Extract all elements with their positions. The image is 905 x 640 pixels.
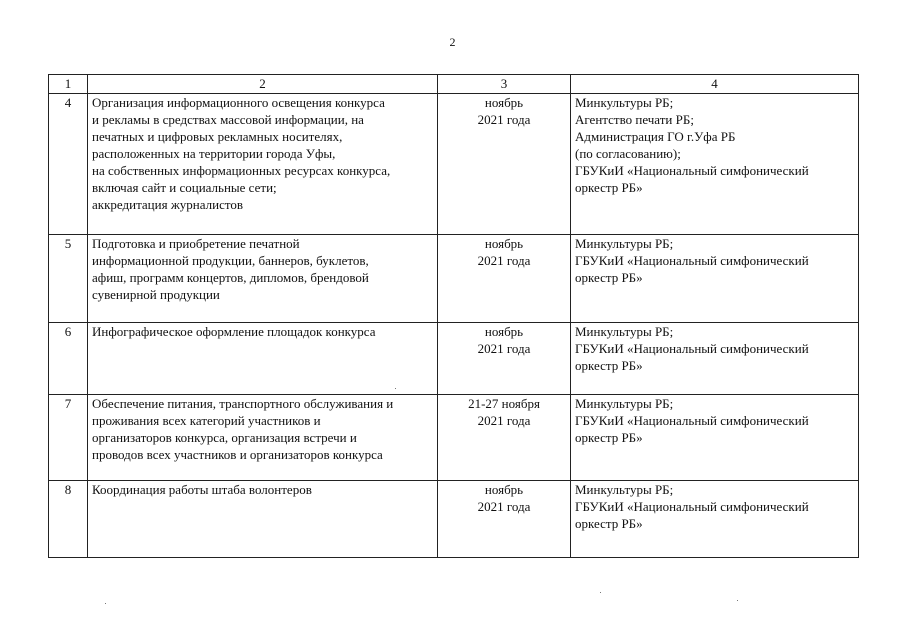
responsible-line: ГБУКиИ «Национальный симфонический [575,341,809,356]
responsible-line: Минкультуры РБ; [575,396,674,411]
header-cell-4: 4 [571,75,859,94]
date-cell [438,395,571,481]
responsible-cell [571,481,859,558]
page-number: 2 [449,35,456,49]
responsible-line: оркестр РБ» [575,270,643,285]
date-cell [438,94,571,235]
activity-line: на собственных информационных ресурсах конкурса, [92,163,391,178]
table-header-row [49,75,859,94]
scan-speck [600,592,601,593]
responsible-line: ГБУКиИ «Национальный симфонический [575,163,809,178]
activity-cell [88,94,438,235]
activity-line: Подготовка и приобретение печатной [92,236,300,251]
date-line: 2021 года [477,253,531,268]
scan-speck [737,600,738,601]
responsible-line: ГБУКиИ «Национальный симфонический [575,499,809,514]
responsible-line: оркестр РБ» [575,516,643,531]
activity-line: Организация информационного освещения конкурса [92,95,385,110]
row-number: 7 [49,395,88,481]
row-number: 5 [49,235,88,323]
events-table-body [49,75,859,558]
header-cell-2: 2 [88,75,438,94]
responsible-line: ГБУКиИ «Национальный симфонический [575,253,809,268]
activity-cell [88,481,438,558]
responsible-line: ГБУКиИ «Национальный симфонический [575,413,809,428]
date-line: 2021 года [477,413,531,428]
activity-cell [88,323,438,395]
scan-speck [395,388,396,389]
activity-line: проживания всех категорий участников и [92,413,321,428]
activity-line: сувенирной продукции [92,287,220,302]
date-line: 2021 года [477,341,531,356]
row-number: 4 [49,94,88,235]
header-cell-3: 3 [438,75,571,94]
activity-cell [88,235,438,323]
date-cell [438,481,571,558]
date-line: 2021 года [477,112,531,127]
events-table [48,74,859,558]
scan-speck [105,603,106,604]
activity-line: афиш, программ концертов, дипломов, брендовой [92,270,369,285]
date-line: ноябрь [484,236,524,251]
table-row [49,94,859,235]
header-cell-1: 1 [49,75,88,94]
date-cell [438,323,571,395]
responsible-line: Администрация ГО г.Уфа РБ [575,129,736,144]
activity-line: и рекламы в средствах массовой информации, на [92,112,364,127]
date-line: ноябрь [484,482,524,497]
row-number: 8 [49,481,88,558]
table-row [49,323,859,395]
activity-cell [88,395,438,481]
activity-line: организаторов конкурса, организация встречи и [92,430,357,445]
activity-line: включая сайт и социальные сети; [92,180,277,195]
responsible-line: оркестр РБ» [575,358,643,373]
date-line: ноябрь [484,324,524,339]
activity-line: информационной продукции, баннеров, буклетов, [92,253,369,268]
date-cell [438,235,571,323]
responsible-line: Минкультуры РБ; [575,482,674,497]
date-line: ноябрь [484,95,524,110]
responsible-cell [571,395,859,481]
responsible-cell [571,235,859,323]
responsible-line: (по согласованию); [575,146,681,161]
responsible-line: оркестр РБ» [575,430,643,445]
table-row [49,481,859,558]
table-row [49,235,859,323]
responsible-cell [571,94,859,235]
responsible-line: Минкультуры РБ; [575,236,674,251]
row-number: 6 [49,323,88,395]
activity-line: аккредитация журналистов [92,197,244,212]
activity-line: проводов всех участников и организаторов конкурса [92,447,383,462]
responsible-cell [571,323,859,395]
activity-line: Координация работы штаба волонтеров [92,482,312,497]
activity-line: Обеспечение питания, транспортного обслуживания и [92,396,394,411]
date-line: 21-27 ноября [468,396,540,411]
activity-line: Инфографическое оформление площадок конкурса [92,324,376,339]
date-line: 2021 года [477,499,531,514]
activity-line: печатных и цифровых рекламных носителях, [92,129,343,144]
responsible-line: оркестр РБ» [575,180,643,195]
responsible-line: Агентство печати РБ; [575,112,694,127]
activity-line: расположенных на территории города Уфы, [92,146,336,161]
table-row [49,395,859,481]
responsible-line: Минкультуры РБ; [575,95,674,110]
responsible-line: Минкультуры РБ; [575,324,674,339]
